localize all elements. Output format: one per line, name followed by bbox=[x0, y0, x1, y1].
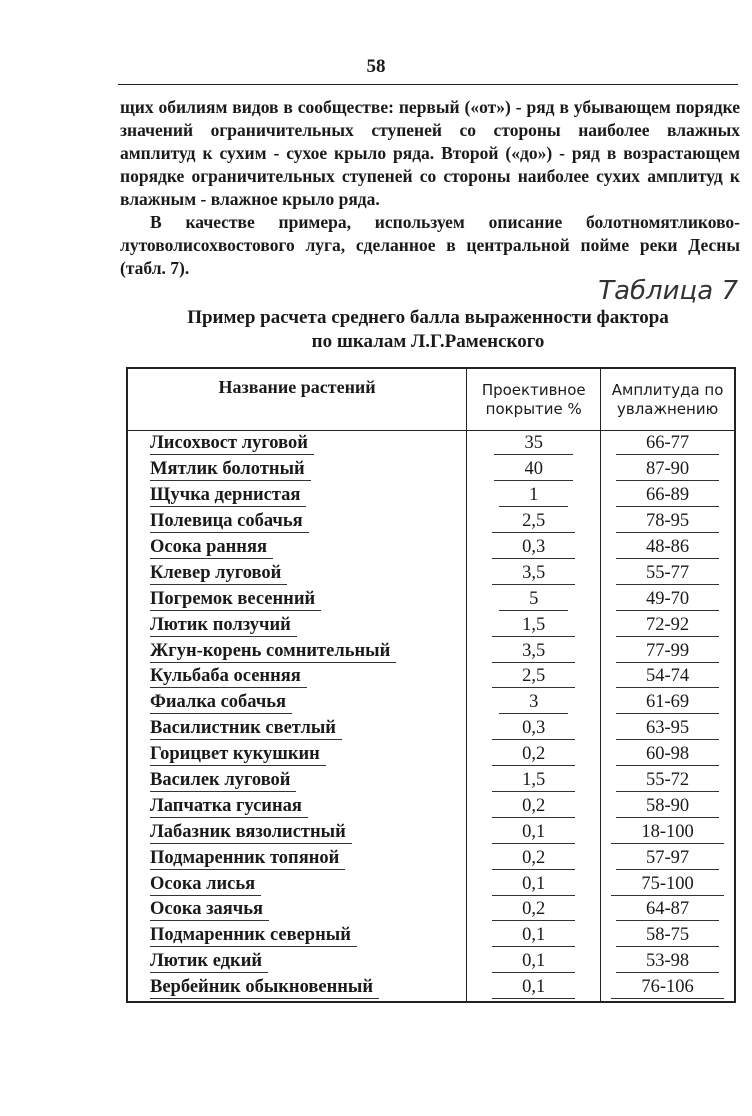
plant-name-cell bbox=[127, 768, 467, 794]
table-caption-line-1: Пример расчета среднего балла выраженности фактора bbox=[187, 307, 669, 328]
amplitude-cell-text: 55-77 bbox=[616, 562, 719, 585]
amplitude-cell bbox=[601, 535, 735, 561]
plant-name-cell bbox=[127, 431, 467, 457]
amplitude-cell bbox=[601, 845, 735, 871]
cover-cell-text: 3 bbox=[499, 691, 568, 714]
plant-name-cell-text: Жгун-корень сомнительный bbox=[150, 640, 396, 663]
plant-name-cell-text: Фиалка собачья bbox=[150, 691, 292, 714]
cover-cell-text: 0,2 bbox=[492, 847, 575, 870]
amplitude-cell bbox=[601, 871, 735, 897]
amplitude-cell bbox=[601, 560, 735, 586]
amplitude-cell-text: 75-100 bbox=[611, 873, 723, 896]
cover-cell-text: 3,5 bbox=[492, 640, 575, 663]
cover-cell bbox=[467, 586, 601, 612]
plant-name-cell-text: Лисохвост луговой bbox=[150, 432, 314, 455]
amplitude-cell bbox=[601, 742, 735, 768]
table-row bbox=[127, 716, 735, 742]
plant-name-cell bbox=[127, 612, 467, 638]
cover-cell bbox=[467, 638, 601, 664]
amplitude-cell-text: 61-69 bbox=[616, 691, 719, 714]
plant-name-cell-text: Лапчатка гусиная bbox=[150, 795, 308, 818]
plant-name-cell bbox=[127, 923, 467, 949]
table-row bbox=[127, 457, 735, 483]
plant-name-cell-text: Осока лисья bbox=[150, 873, 261, 896]
plant-name-cell bbox=[127, 664, 467, 690]
cover-cell-text: 5 bbox=[499, 588, 568, 611]
header-cover: Проективное покрытие % bbox=[467, 368, 601, 431]
plant-name-cell-text: Василистник светлый bbox=[150, 717, 342, 740]
amplitude-cell-text: 60-98 bbox=[616, 743, 719, 766]
amplitude-cell bbox=[601, 819, 735, 845]
cover-cell bbox=[467, 923, 601, 949]
table-label: Таблица 7 bbox=[598, 276, 738, 306]
amplitude-cell bbox=[601, 923, 735, 949]
plant-name-cell-text: Вербейник обыкновенный bbox=[150, 976, 379, 999]
plant-name-cell bbox=[127, 871, 467, 897]
amplitude-cell-text: 53-98 bbox=[616, 950, 719, 973]
plant-name-cell-text: Василек луговой bbox=[150, 769, 296, 792]
table-row bbox=[127, 431, 735, 457]
cover-cell-text: 2,5 bbox=[492, 665, 575, 688]
amplitude-cell-text: 78-95 bbox=[616, 510, 719, 533]
header-amplitude: Амплитуда по увлажнению bbox=[601, 368, 735, 431]
amplitude-cell bbox=[601, 716, 735, 742]
plant-name-cell bbox=[127, 975, 467, 1002]
cover-cell bbox=[467, 431, 601, 457]
amplitude-cell-text: 63-95 bbox=[616, 717, 719, 740]
amplitude-cell bbox=[601, 586, 735, 612]
page-number: 58 bbox=[366, 56, 386, 77]
plant-name-cell bbox=[127, 793, 467, 819]
cover-cell-text: 35 bbox=[494, 432, 573, 455]
cover-cell-text: 1 bbox=[499, 484, 568, 507]
header-rule bbox=[118, 84, 738, 85]
amplitude-cell-text: 54-74 bbox=[616, 665, 719, 688]
cover-cell bbox=[467, 949, 601, 975]
cover-cell-text: 0,1 bbox=[492, 873, 575, 896]
plant-name-cell bbox=[127, 690, 467, 716]
cover-cell-text: 0,1 bbox=[492, 976, 575, 999]
plant-name-cell-text: Лютик едкий bbox=[150, 950, 268, 973]
cover-cell bbox=[467, 742, 601, 768]
cover-cell-text: 0,3 bbox=[492, 717, 575, 740]
cover-cell-text: 0,2 bbox=[492, 795, 575, 818]
table-header-row bbox=[127, 368, 735, 431]
table-row bbox=[127, 638, 735, 664]
cover-cell-text: 0,1 bbox=[492, 821, 575, 844]
cover-cell bbox=[467, 560, 601, 586]
plant-name-cell-text: Мятлик болотный bbox=[150, 458, 311, 481]
plant-name-cell bbox=[127, 586, 467, 612]
cover-cell bbox=[467, 845, 601, 871]
table-row bbox=[127, 742, 735, 768]
plant-name-cell-text: Клевер луговой bbox=[150, 562, 287, 585]
cover-cell bbox=[467, 819, 601, 845]
plant-name-cell bbox=[127, 457, 467, 483]
cover-cell-text: 1,5 bbox=[492, 614, 575, 637]
amplitude-cell bbox=[601, 483, 735, 509]
plant-name-cell-text: Горицвет кукушкин bbox=[150, 743, 326, 766]
cover-cell bbox=[467, 483, 601, 509]
table-row bbox=[127, 923, 735, 949]
table-row bbox=[127, 690, 735, 716]
amplitude-cell bbox=[601, 975, 735, 1002]
body-text bbox=[120, 96, 740, 280]
plant-name-cell bbox=[127, 560, 467, 586]
amplitude-cell bbox=[601, 768, 735, 794]
plant-name-cell-text: Щучка дернистая bbox=[150, 484, 306, 507]
amplitude-cell-text: 58-75 bbox=[616, 924, 719, 947]
cover-cell-text: 3,5 bbox=[492, 562, 575, 585]
cover-cell-text: 0,1 bbox=[492, 924, 575, 947]
plant-name-cell bbox=[127, 483, 467, 509]
plant-name-cell-text: Кульбаба осенняя bbox=[150, 665, 307, 688]
cover-cell-text: 1,5 bbox=[492, 769, 575, 792]
plant-name-cell-text: Подмаренник северный bbox=[150, 924, 357, 947]
amplitude-cell bbox=[601, 664, 735, 690]
cover-cell bbox=[467, 793, 601, 819]
cover-cell bbox=[467, 716, 601, 742]
cover-cell-text: 2,5 bbox=[492, 510, 575, 533]
amplitude-cell-text: 48-86 bbox=[616, 536, 719, 559]
cover-cell-text: 0,1 bbox=[492, 950, 575, 973]
plant-name-cell-text: Полевица собачья bbox=[150, 510, 309, 533]
table-row bbox=[127, 871, 735, 897]
cover-cell-text: 0,2 bbox=[492, 743, 575, 766]
amplitude-cell bbox=[601, 949, 735, 975]
cover-cell bbox=[467, 768, 601, 794]
cover-cell bbox=[467, 612, 601, 638]
plant-name-cell-text: Лютик ползучий bbox=[150, 614, 297, 637]
cover-cell bbox=[467, 975, 601, 1002]
amplitude-cell bbox=[601, 897, 735, 923]
table-caption bbox=[118, 306, 738, 354]
cover-cell bbox=[467, 664, 601, 690]
table-row bbox=[127, 975, 735, 1002]
header-name: Название растений bbox=[127, 368, 467, 431]
amplitude-cell-text: 77-99 bbox=[616, 640, 719, 663]
table-row bbox=[127, 897, 735, 923]
plant-name-cell-text: Лабазник вязолистный bbox=[150, 821, 352, 844]
table-row bbox=[127, 949, 735, 975]
table-row bbox=[127, 845, 735, 871]
amplitude-cell bbox=[601, 509, 735, 535]
cover-cell bbox=[467, 690, 601, 716]
cover-cell bbox=[467, 535, 601, 561]
cover-cell bbox=[467, 871, 601, 897]
plant-name-cell-text: Подмаренник топяной bbox=[150, 847, 345, 870]
table-row bbox=[127, 509, 735, 535]
amplitude-cell bbox=[601, 457, 735, 483]
amplitude-cell bbox=[601, 690, 735, 716]
table-body bbox=[127, 431, 735, 1002]
plant-name-cell bbox=[127, 845, 467, 871]
cover-cell-text: 0,2 bbox=[492, 898, 575, 921]
amplitude-cell bbox=[601, 431, 735, 457]
table-row bbox=[127, 535, 735, 561]
plant-name-cell-text: Погремок весенний bbox=[150, 588, 321, 611]
plant-name-cell-text: Осока заячья bbox=[150, 898, 269, 921]
table-row bbox=[127, 664, 735, 690]
table-row bbox=[127, 483, 735, 509]
table-row bbox=[127, 586, 735, 612]
plant-name-cell bbox=[127, 716, 467, 742]
table-row bbox=[127, 819, 735, 845]
paragraph-2: В качестве примера, используем описание болотномятликово-лутоволисохвостового луга, сделанное в центральной пойме реки Десны (табл. 7). bbox=[120, 212, 740, 278]
table-wrap bbox=[126, 367, 736, 1003]
amplitude-cell-text: 64-87 bbox=[616, 898, 719, 921]
plants-table bbox=[126, 367, 736, 1003]
plant-name-cell bbox=[127, 509, 467, 535]
amplitude-cell bbox=[601, 612, 735, 638]
amplitude-cell-text: 87-90 bbox=[616, 458, 719, 481]
plant-name-cell bbox=[127, 819, 467, 845]
plant-name-cell bbox=[127, 949, 467, 975]
plant-name-cell bbox=[127, 897, 467, 923]
table-row bbox=[127, 560, 735, 586]
table-row bbox=[127, 768, 735, 794]
paragraph-1: щих обилиям видов в сообществе: первый («от») - ряд в убывающем порядке значений ограничительных ступеней со стороны наиболее влажных амплитуд к сухим - сухое крыло ряда. Второй («до») - ряд в возрастающем порядке ограничительных ступеней со стороны наиболее сухих амплитуд к влажным - влажное крыло ряда. bbox=[120, 97, 740, 209]
cover-cell bbox=[467, 897, 601, 923]
amplitude-cell-text: 66-89 bbox=[616, 484, 719, 507]
amplitude-cell-text: 72-92 bbox=[616, 614, 719, 637]
amplitude-cell-text: 66-77 bbox=[616, 432, 719, 455]
plant-name-cell-text: Осока ранняя bbox=[150, 536, 273, 559]
cover-cell bbox=[467, 509, 601, 535]
plant-name-cell bbox=[127, 742, 467, 768]
plant-name-cell bbox=[127, 638, 467, 664]
plant-name-cell bbox=[127, 535, 467, 561]
cover-cell-text: 0,3 bbox=[492, 536, 575, 559]
amplitude-cell-text: 57-97 bbox=[616, 847, 719, 870]
cover-cell-text: 40 bbox=[494, 458, 573, 481]
amplitude-cell-text: 58-90 bbox=[616, 795, 719, 818]
amplitude-cell-text: 18-100 bbox=[611, 821, 723, 844]
table-row bbox=[127, 793, 735, 819]
amplitude-cell-text: 55-72 bbox=[616, 769, 719, 792]
table-row bbox=[127, 612, 735, 638]
amplitude-cell-text: 49-70 bbox=[616, 588, 719, 611]
amplitude-cell bbox=[601, 638, 735, 664]
amplitude-cell-text: 76-106 bbox=[611, 976, 723, 999]
amplitude-cell bbox=[601, 793, 735, 819]
cover-cell bbox=[467, 457, 601, 483]
table-caption-line-2: по шкалам Л.Г.Раменского bbox=[311, 331, 545, 352]
